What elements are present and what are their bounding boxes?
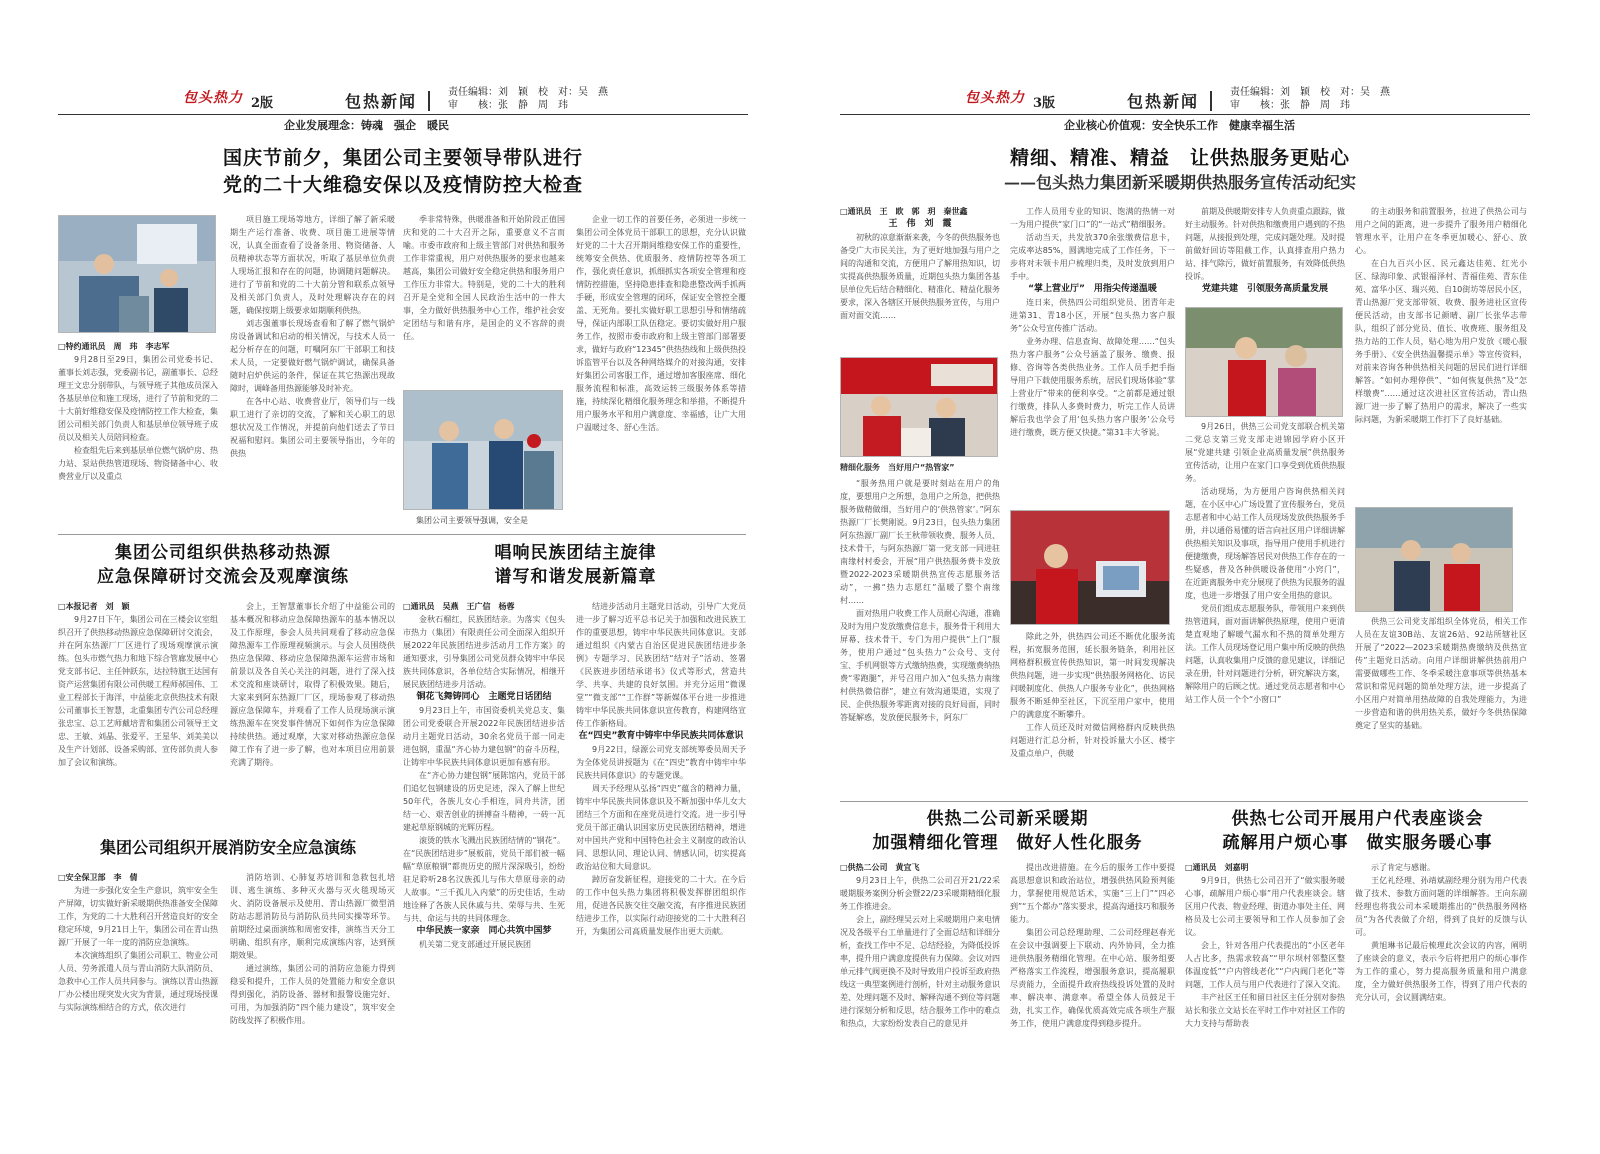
photo-service-1 — [840, 357, 998, 457]
article-service-col4a: 的主动服务和前置服务，拉进了供热公司与用户之间的距离，进一步提升了服务用户精细化管理水平，让用户在冬季更加暖心、舒心、放心。 在白九百兴小区、民元鑫达佳苑、红光小区、绿海印象、武银福泽村、青福佳苑、青东佳苑、富华小区、瑞兴苑、自10街坊等居民小区，青山热源厂党支部带领、收费、服务进社区宣传便民活动，由支部书记颜晴、副厂长张华志带队，组织了部分党员、值长、收费班、服务组及热力站的工作人员，贴心地为用户发放《暖心服务手册》、《安全供热温馨提示单》等宣传资料，对前来咨询各种供热相关问题的居民们进行详细解答。“如何办理停供”、“如何恢复供热”及“怎样缴费”……通过这次进社区宣传活动，青山热源厂进一步了解了热用户的需求，解决了一些实际问题，为新采暖期工作打下了良好基础。 — [1355, 207, 1527, 424]
caption-inspection: 集团公司主要领导强调，安全是 — [416, 516, 528, 525]
page-2 — [58, 85, 748, 1115]
photo-inspection-1 — [58, 215, 216, 333]
headline-mobile-heat: 集团公司组织供热移动热源 应急保障研讨交流会及观摩演练 — [97, 543, 349, 587]
photo-service-3 — [1185, 307, 1343, 417]
photo-inspection-2 — [403, 390, 563, 510]
article-service-col4b: 供热三公司党支部组织全体党员，相关工作人员在友谊30B站、友谊26站、92站所辖社区开展了“2022—2023采暖期热费缴纳及供热宣传”主题党日活动。向用户详细讲解供热前用户需要做哪些工作、冬季采暖注意事项等供热基本常识和常见问题的简单处理方法，进一步提高了小区用户对简单用热故障的自我处理能力，为进一步营造和谐的供用热关系，做好今冬供热保障奠定了坚实的基础。 — [1355, 617, 1527, 730]
article-fire-drill-col2: 消防培训、心肺复苏培训和急救包扎培训、逃生演练、多种灭火器与灭火毯现场灭火、消防设备展示及使用、青山热源厂微型消防站志愿消防员与消防队员共同实操等环节。前期经过桌面演练和周密安排，演练当天分工明确、组织有序，顺利完成演练内容，达到预期效果。 通过演练，集团公司的消防应急能力得到稳妥和提升，工作人员的处置能力和安全意识得到强化，消防设备、器材和报警设施完好、可用，为加强消防“四个能力建设”，筑牢安全防线发挥了积极作用。 — [230, 873, 395, 1025]
article-service-col1b: “服务热用户就是要时刻站在用户的角度，要想用户之所想，急用户之所急，把供热服务做精做细，当好用户的‘供热管家’。”阿东热源厂厂长樊刚说。9月23日，包头热力集团阿东热源厂副厂长王秋带领收费、服务人员、技术骨干，与阿东热源厂第一党支部一同进驻南缘村村委会，开展“用户供热服务费卡发放暨2022-2023采暖期供热宣传志愿服务活动”，一拂“热力志愿红”温暖了整个南缘村…… 面对热用户收费工作人员耐心沟通，准确及时为用户发放缴费信息卡，服务骨干利用大屏幕、技术骨干、专门为用户提供“上门”服务，使用户通过“包头热力”公众号、支付宝、手机网银等方式缴纳热费，实现缴费纳热费“零跑腿”，并号召用户加入“包头热力南缘村供热微信群”，建立有效沟通渠道，实现了民、企供热服务零距离对接的良好局面，同时答疑解惑，发放便民服务卡，阿东厂 — [840, 479, 1000, 722]
caption-service: 精细化服务 当好用户“热管家” — [840, 463, 955, 472]
article-inspection-col1: □特约通讯员 周 玮 李志军 9月28日至29日，集团公司党委书记、董事长刘志强，党委副书记，副董事长、总经理王文忠分别带队，与领导班子其他成员深入各基层单位和施工现场，进行了节前和党的二十大前好维稳安保及疫情防控工作大检查，集团公司相关部门负责人和基层单位领导班子成员以及相关人员陪同检查。 检查组先后来到基层单位燃气锅炉房、热力站、泵站供热管道现场、物资储备中心、收费营业厅以及重点 — [58, 342, 218, 481]
article-company2-col2: 提出改进措施。在今后的服务工作中要提高思想意识和政治站位，增强供热风险预判能力，掌握使用规范话术，实施“三上门”“四必到”“五个都办”落实要求，提高沟通技巧和服务能力。 集团公司总经理助理、二公司经理赵春光在会议中强调要上下联动、内外协同，全力推进供热服务精细化管理。在中心站、服务组要严格落实工作流程，增强服务意识，提高履职尽责能力，全面提升政府热线投诉处置的及时率、解决率、满意率。希望全体人员鼓足干劲，扎实工作，确保优质高效完成各项生产服务工作，使用户满意度得到稳步提升。 — [1010, 863, 1175, 1028]
masthead — [58, 85, 748, 115]
page-number: 3版 — [1033, 96, 1056, 111]
divider — [840, 801, 1528, 802]
article-mobile-heat-col2: 会上，王智慧董事长介绍了中益能公司的基本概况和移动应急保障热源车的基本情况以及工作原理，参会人员共同观看了移动应急保障热源车工作原理视频演示。与会人员围绕供热应急保障、移动应急保障热源车运营市场和前景以及各自关心关注的问题，进行了深入技术交流和座谈研讨，取得了积极效果。随后，大家来到阿东热源厂厂区，现场参观了移动热源应急保障车，并观看了工作人员现场演示演练热源车在突发事件情况下如何作为应急保障持续供热。通过观摩，大家对移动热源应急保障工作有了进一步了解，也对本项目应用前景充满了期待。 — [230, 602, 395, 767]
masthead — [840, 85, 1530, 115]
headline-inspection: 国庆节前夕，集团公司主要领导带队进行 党的二十大维稳安保以及疫情防控大检查 — [222, 147, 583, 196]
editor-info: 责任编辑：刘 颖 校 对：吴 燕 审 核：张 静 周 玮 — [448, 87, 608, 111]
brand-logo: 包头热力 — [183, 90, 243, 106]
photo-service-4 — [1355, 507, 1513, 612]
paper-title: 包热新闻 — [1127, 92, 1200, 111]
slogan: 企业发展理念：铸魂 强企 暖民 — [284, 119, 449, 132]
slogan: 企业核心价值观：安全快乐工作 健康幸福生活 — [1064, 119, 1295, 132]
article-company7-col2: 示了肯定与感谢。 王亿礼经理、孙靖斌副经理分别为用户代表做了技术、参数方面问题的详细解答。王向东副经理也将我公司本采暖期推出的“供热服务网格员”为各代表做了介绍，得到了良好的反馈与认可。 黄旭琳书记最后梳理此次会议的内容，阐明了座谈会的意义，表示今后将把用户的烦心事作为工作的重心，努力提高服务质量和用户满意度，全力做好供热服务工作，得到了用户代表的充分认可，会议圆满结束。 — [1355, 863, 1527, 1002]
brand-logo: 包头热力 — [965, 90, 1025, 106]
photo-service-2 — [1010, 510, 1170, 625]
headline-service-publicity: 精细、精准、精益 让供热服务更贴心 ——包头热力集团新采暖期供热服务宣传活动纪实 — [1003, 147, 1356, 192]
article-ethnic-unity-col1: □通讯员 吴燕 王广信 杨蓉 金秋石榴红，民族团结亲。为落实《包头市热力（集团）有限责任公司全面深入组织开展2022年民族团结进步活动月工作方案》的通知要求，引导集团公司党员群众铸牢中华民族共同体意识，各单位结合实际情况，相继开展民族团结进步月活动。 铜花飞舞铸同心 主题党日话团结 9月23日上午，市国资委机关党总支、集团公司党委联合开展2022年民族团结进步活动月主题党日活动，30余名党员干部一同走进包钢，重温“齐心协力建包钢”的奋斗历程，让铸牢中华民族共同体意识更加有感有形。 在“齐心协力建包钢”展陈馆内，党员干部们追忆包钢建设的历史足迹，深入了解上世纪50年代，各族儿女心手相连，同舟共济，团结一心、艰苦创业的拼搏奋斗精神，一砖一瓦建起草原钢城的光辉历程。 滚烫的铁水飞溅出民族团结情的“钢花”。在“民族团结进步”展板前，党员干部们被一幅幅“草原粮钢”都贵历史的照片深深吸引，纷纷驻足聆听28名汉族孤儿与伟大草原母亲的动人故事。“三千孤儿入内蒙”的历史佳话，生动地诠释了各族人民休戚与共、荣辱与共、生死与共、命运与共的共同体理念。 中华民族一家亲 同心共筑中国梦 机关第二党支部通过开展民族团 — [403, 602, 565, 949]
editor-info: 责任编辑：刘 颖 校 对：吴 燕 审 核：张 静 周 玮 — [1230, 87, 1390, 111]
divider — [1210, 91, 1212, 111]
divider — [58, 534, 746, 535]
page-number: 2版 — [251, 96, 274, 111]
divider — [428, 91, 430, 111]
article-inspection-col2: 项目施工现场等地方，详细了解了新采暖期生产运行准备、收费、项目施工进展等情况，认真全面查看了设备条用、物资储备、人员精神状态等方面状况，听取了基层单位负责人现场汇报和存在的问题，协调随问题解决。进行了节前和党的二十大前分管和联系点领导及相关部门负责人，及时处理解决存在的问题，确保按期上级要求如期顺利供热。 刘志强董事长现场查看和了解了燃气锅炉房设备调试和启动的相关情况，与技术人员一起分析存在的问题，叮嘱阿东厂干部职工和技术人员，一定要做好燃气锅炉调试，确保具备随时启炉供运的条件，保证在其它热源出现故障时，调峰备用热源能够及时补充。 在各中心站、收费营业厅，领导们与一线职工进行了亲切的交流，了解和关心职工的思想状况及工作情况，并提前向他们送去了节日祝福和慰问。集团公司主要领导指出，今年的供热 — [230, 215, 395, 458]
article-inspection-col3: 季非常特殊，供暖准备和开始阶段正值国庆和党的二十大召开之际，重要意义不言而喻。市委市政府和上级主管部门对供热和服务工作非常重视，用户对供热服务的要求也越来越高，集团公司做好安全稳定供热和服务用户工作压力非常大。特别是，党的二十大的胜利召开是全党和全国人民政治生活中的一件大事，全力做好供热服务中心工作，维护社会安定团结与和谐有序，是国企的义不容辞的责任。 — [403, 215, 565, 341]
headline-company2: 供热二公司新采暖期 加强精细化管理 做好人性化服务 — [872, 809, 1143, 853]
article-service-col3b: 9月26日，供热三公司党支部联合机关第二党总支第三党支部走进锦园学府小区开展“党建共建 引领企业高质量发展”供热服务宣传活动，让用户在家门口享受到优质供热服务。 活动现场，为方便用户咨询供热相关问题，在小区中心广场设置了宣传服务台，党员志愿者和中心站工作人员现场发放供热服务手册，并以通俗易懂的语言向社区用户详细讲解供热相关知识及事项，指导用户使用手机进行便捷缴费，现场解答居民对供热工作存在的一些疑惑，普及各种供暖设备使用“小窍门”，在近距离服务中充分展现了供热为民服务的温度，也进一步增强了用户安全用热的意识。 党员们组成志愿服务队，带领用户来到供热管道间，面对面讲解供热原理，使用户更清楚直观地了解暖气漏水和不热的简单处理方法。工作人员现场登记用户集中所反映的供热问题，认真收集用户反馈的意见建议，详细记录在册，针对问题进行分析，研究解决方案，解除用户的后顾之忧。通过党员志愿者和中心站工作人员一个个“小窗口” — [1185, 422, 1345, 704]
article-service-col2b: 除此之外，供热四公司还不断优化服务流程，拓宽服务范围，延长服务链条，利用社区网格群积极宣传供热知识，第一时间发现解决供热问题，进一步实现“供热服务网格化、访民问暖制度化、供热人户服务专业化”，供热网格服务不断延伸至社区，下沉至用户家中，使用户的满意度不断攀升。 工作人员还及时对微信网格群内反映供热问题进行汇总分析，针对投诉量大小区、楼宇及重点单户，供暖 — [1010, 632, 1175, 758]
headline-company7: 供热七公司开展用户代表座谈会 疏解用户烦心事 做实服务暖心事 — [1222, 809, 1493, 853]
article-ethnic-unity-col2: 结进步活动月主题党日活动，引导广大党员进一步了解习近平总书记关于加强和改进民族工作的重要思想，铸牢中华民族共同体意识。支部通过组织《内蒙古自治区促进民族团结进步条例》专题学习、民族团结“结对子”活动、签署《民族进步团结承诺书》仪式等形式，营造共学、共享、共建的良好氛围。并充分运用“微课堂”“微支部”“工作群”等新媒体平台进一步推进铸牢中华民族共同体意识宣传教育，构建网络宣传工作新格局。 在“四史”教育中铸牢中华民族共同体意识 9月22日，绿源公司党支部统筹委员周天予为全体党员讲授题为《在“四史”教育中铸牢中华民族共同体意识》的专题党课。 周天予经理从弘扬“四史”蕴含的精神力量，铸牢中华民族共同体意识及不断加强中华儿女大团结三个方面和在座党员进行交流。进一步引导党员干部正确认识国家历史民族团结精神，增进对中国共产党和中国特色社会主义制度的政治认同、思想认同、理论认同、情感认同，切实提高政治站位和大局意识。 踔厉奋发新征程，迎接党的二十大。在今后的工作中包头热力集团将积极发挥群团组织作用，促进各民族交往交融交流，有序推进民族团结进步工作，以实际行动迎接党的二十大胜利召开，为集团公司高质量发展作出更大贡献。 — [576, 602, 746, 936]
article-service-col1: □通讯员 王 欧 郭 玥 秦世鑫 王 伟 刘 霞 初秋的凉意渐渐来袭，今冬的供热服务也备受广大市民关注，为了更好地加强与用户之间的沟通和交流，方便用户了解用热知识，切实提高供热服务质量，近期包头热力集团各基层单位先后结合精细化、精准化、精益化服务要求，深入各辖区开展供热服务宣传，与用户面对面交流…… — [840, 207, 1000, 320]
headline-fire-drill: 集团公司组织开展消防安全应急演练 — [99, 838, 356, 857]
article-inspection-col4: 企业一切工作的首要任务，必须进一步统一集团公司全体党员干部职工的思想，充分认识做好党的二十大召开期间维稳安保工作的重要性，统筹安全供热、优质服务、疫情防控等各项工作，强化责任意识，抓细抓实各项安全管理和疫情防控措施，坚持隐患排查和隐患整改两手抓两手硬，形成安全管理的闭环，保证安全管控全覆盖、无死角。要扎实做好职工思想引导和情绪疏导，保证内部职工队伍稳定。要切实做好用户服务工作，按照市委市政府和上级主管部门部署要求，做好与政府“12345”供热热线和上级供热投诉监管平台以及各种网络媒介的对接沟通，安排好集团公司客服工作，通过增加客服座席、细化服务流程和标准，高效运转三级服务体系等措施，持续深化精细化服务理念和举措，不断提升用户服务水平和用户满意度、幸福感，让广大用户温暖过冬、舒心生活。 — [576, 215, 746, 432]
paper-title: 包热新闻 — [345, 92, 418, 111]
article-company7-col1: □通讯员 刘嘉明 9月9日，供热七公司召开了“做实服务暖心事，疏解用户烦心事”用户代表座谈会。辖区用户代表、物业经理、街道办事处主任、网格员及七公司主要领导和工作人员参加了会议。 会上，针对各用户代表提出的“小区老年人占比多，热需求较高”“甲尔坝村邻整区整体温度低”“户内管线老化”“户内阀门老化”等问题，工作人员与用户代表进行了深入交流。 丰产社区王任和留日社区主任分别对参热站长和张立文站长在平时工作中对社区工作的大力支持与帮助表 — [1185, 863, 1345, 1028]
headline-ethnic-unity: 唱响民族团结主旋律 谱写和谐发展新篇章 — [494, 543, 657, 587]
article-company2-col1: □供热二公司 黄宜飞 9月23日上午，供热二公司召开21/22采暖期服务案例分析会暨22/23采暖期精细化服务工作推进会。 会上，副经理吴云对上采暖期用户来电情况及各级平台工单量进行了全面总结和详细分析，查找工作中不足、总结经验，为降低投诉率，提升用户满意度提供有力保障。会议对四单元排气阀更换不及时导致用户投诉至政府热线这一典型案例进行剖析，针对主动服务意识差、处理问题不及时、解释沟通不到位等问题进行深刻分析和反思，结合服务工作中的难点和热点，大家纷纷发表自己的意见并 — [840, 863, 1000, 1028]
article-service-col2: 工作人员用专业的知识、饱满的热情一对一为用户提供“家门口”的“一站式”精细服务。 活动当天，共发放370余张缴费信息卡，完成率达85%，圆满地完成了工作任务，下一步将对未领卡用户梳理归类，及时发放到用户手中。 “掌上营业厅” 用指尖传递温暖 连日来，供热四公司组织党员、团青年走进第31、青18小区，开展“包头热力客户服务”公众号宣传推广活动。 业务办理、信息查询、故障处理……“包头热力客户服务”公众号涵盖了服务、缴费、报修、咨询等各类供热业务。工作人员手把手指导用户下载使用服务系统，居民们现场体验“掌上营业厅”带来的便利享受。“之前都是通过银行缴费，排队人多费时费力，听完工作人员讲解后我也学会了用‘包头热力客户服务’公众号进行缴费，既方便又快捷。”第31丰大爷说。 — [1010, 207, 1175, 437]
article-mobile-heat-col1: □本报记者 刘 颖 9月27日下午，集团公司在三楼会议室组织召开了供热移动热源应急保障研讨交流会，并在阿东热源厂厂区进行了现场观摩演示演练。包头市燃气热力和地下综合管廊发展中心党支部书记、主任钟跃东，达拉特旗王达国有资产运营集团有限公司供暖工程师郝国伟、工业工程部长于海洋，中益能北京供热技术有限公司董事长王智慧，北重集团专汽公司总经理张忠宝、总工艺师戴培青和集团公司领导王文忠、王敏、刘晶、张爱平、王星华、刘美美以及生产计划部、设备采购部、宣传部负责人参加了会议和演练。 — [58, 602, 218, 767]
article-fire-drill-col1: □安全保卫部 李 倩 为进一步强化安全生产意识，筑牢安全生产屏障，切实做好新采暖期供热准备安全保障工作，为党的二十大胜利召开营造良好的安全稳定环境，9月21日上午，集团公司在青山热源厂开展了一年一度的消防应急演练。 本次演练组织了集团公司职工、物业公司人员、劳务派遣人员与青山消防大队消防员、急救中心工作人员共同参与。演练以青山热源厂办公楼出现突发火灾为背景，通过现场授课与实际演练相结合的方式，依次进行 — [58, 873, 218, 1012]
page-3 — [840, 85, 1530, 1115]
article-service-col3a: 前期及供暖期安排专人负责重点跟踪，做好主动服务。针对供热和缴费用户遇到的不热问题，从接报到处理，完成问题处理。及时提前做好回访等阻截工作，认真排查用户热力站、排气除污，做好前置服务，有效降低供热投诉。 党建共建 引领服务高质量发展 — [1185, 207, 1345, 294]
